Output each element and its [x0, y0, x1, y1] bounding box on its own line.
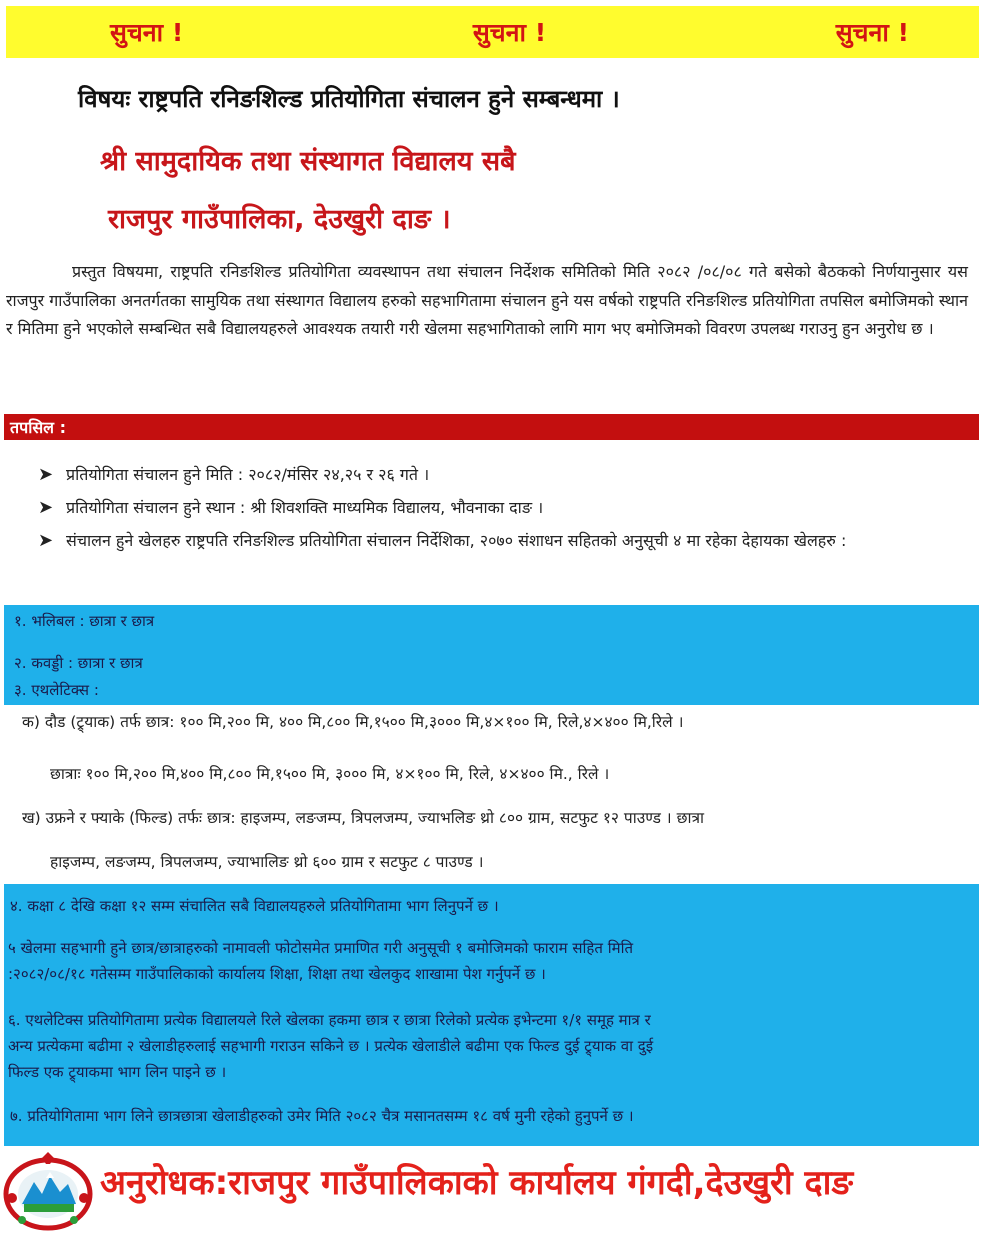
sport-volleyball: १. भलिबल : छात्रा र छात्र: [14, 612, 155, 630]
rule-6-line-1: ६. एथलेटिक्स प्रतियोगितामा प्रत्येक विद्यालयले रिले खेलका हकमा छात्र र छात्रा रिलेको प्रत्येक इभेन्टमा १/१ समूह मात्र र: [8, 1011, 651, 1029]
rule-5-line-1: ५ खेलमा सहभागी हुने छात्र/छात्राहरुको नामावली फोटोसमेत प्रमाणित गरी अनुसूची १ बमोजिमको फाराम सहित मिति: [8, 939, 634, 957]
details-list: [38, 458, 968, 557]
rule-4: ४. कक्षा ८ देखि कक्षा १२ सम्म संचालित सबै विद्यालयहरुले प्रतियोगितामा भाग लिनुपर्ने छ ।: [10, 897, 499, 915]
arrow-bullet-icon: ➤: [38, 497, 54, 518]
sport-athletics: ३. एथलेटिक्स :: [14, 681, 99, 699]
notice-label: सुचना !: [110, 18, 184, 47]
field-events-boys: ख) उफ्रने र फ्याके (फिल्ड) तर्फः छात्र: हाइजम्प, लङजम्प, त्रिपलजम्प, ज्याभलिङ थ्रो ८०० ग्राम, सटफुट १२ पाउण्ड । छात्रा: [22, 809, 705, 827]
arrow-bullet-icon: ➤: [38, 464, 54, 485]
field-events-girls: हाइजम्प, लङजम्प, त्रिपलजम्प, ज्याभालिङ थ्रो ६०० ग्राम र सटफुट ८ पाउण्ड ।: [50, 853, 484, 871]
bullet-text: प्रतियोगिता संचालन हुने स्थान : श्री शिवशक्ति माध्यमिक विद्यालय, भौवनाका दाङ ।: [66, 498, 544, 517]
rule-7: ७. प्रतियोगितामा भाग लिने छात्रछात्रा खेलाडीहरुको उमेर मिति २०८२ चैत्र मसानतसम्म १८ वर्ष मुनी रहेको हुनुपर्ने छ ।: [10, 1107, 634, 1125]
bullet-text: संचालन हुने खेलहरु राष्ट्रपति रनिङशिल्ड प्रतियोगिता संचालन निर्देशिका, २०७० संशाधन सहितको अनुसूची ४ मा रहेका देहायका खेलहरु :: [66, 531, 847, 550]
nepal-emblem-icon: [2, 1152, 94, 1232]
rule-5-line-2: :२०८२/०८/१८ गतेसम्म गाउँपालिकाको कार्यालय शिक्षा, शिक्षा तथा खेलकुद शाखामा पेश गर्नुपर्ने छ ।: [8, 965, 546, 983]
bullet-text: प्रतियोगिता संचालन हुने मिति : २०८२/मंसिर २४,२५ र २६ गते ।: [66, 465, 430, 484]
list-item: [38, 524, 968, 557]
rule-6-line-2: अन्य प्रत्येकमा बढीमा २ खेलाडीहरुलाई सहभागी गराउन सकिने छ । प्रत्येक खेलाडीले बढीमा एक फिल्ड दुई ट्र्याक वा दुई: [8, 1037, 654, 1055]
track-events-girls: छात्राः १०० मि,२०० मि,४०० मि,८०० मि,१५०० मि, ३००० मि, ४×१०० मि, रिले, ४×४०० मि., रिले ।: [50, 765, 610, 783]
notice-label: सुचना !: [835, 18, 909, 47]
list-item: [38, 491, 968, 524]
rule-6-line-3: फिल्ड एक ट्र्याकमा भाग लिन पाइने छ ।: [8, 1063, 227, 1081]
addressee-line-1: श्री सामुदायिक तथा संस्थागत विद्यालय सबै: [100, 146, 516, 177]
subject-line: विषयः राष्ट्रपति रनिङशिल्ड प्रतियोगिता संचालन हुने सम्बन्धमा ।: [78, 85, 620, 113]
track-events-boys: क) दौड (ट्र्याक) तर्फ छात्र: १०० मि,२०० मि, ४०० मि,८०० मि,१५०० मि,३००० मि,४×१०० मि, रिले,४×४०० मि,रिले ।: [22, 713, 684, 731]
details-heading: [4, 414, 979, 440]
arrow-bullet-icon: ➤: [38, 530, 54, 551]
list-item: [38, 458, 968, 491]
notice-label: सुचना !: [472, 18, 547, 47]
requester-footer: अनुरोधक:राजपुर गाउँपालिकाको कार्यालय गंगदी,देउखुरी दाङ: [100, 1163, 854, 1203]
sports-box: [4, 605, 979, 705]
addressee-line-2: राजपुर गाउँपालिका, देउखुरी दाङ ।: [108, 204, 451, 235]
details-heading-label: तपसिल :: [10, 418, 66, 437]
sport-kabaddi: २. कवड्डी : छात्रा र छात्र: [14, 654, 143, 672]
notice-banner: [6, 6, 979, 58]
body-paragraph: प्रस्तुत विषयमा, राष्ट्रपति रनिङशिल्ड प्रतियोगिता व्यवस्थापन तथा संचालन निर्देशक समितिको मिति २०८२ /०८/०८ गते बसेको बैठकको निर्णयानुसार यस राजपुर गाउँपालिका अनतर्गतका सामुयिक तथा संस्थागत विद्यालय हरुको सहभागितामा संचालन हुने यस वर्षको राष्ट्रपति रनिङशिल्ड प्रतियोगिता तपसिल बमोजिमको स्थान र मितिमा हुने भएकोले सम्बन्धित सबै विद्यालयहरुले आवश्यक तयारी गरी खेलमा सहभागिताको लागि माग भए बमोजिमको विवरण उपलब्ध गराउनु हुन अनुरोध छ ।: [6, 262, 968, 338]
rules-box: [4, 884, 979, 1146]
